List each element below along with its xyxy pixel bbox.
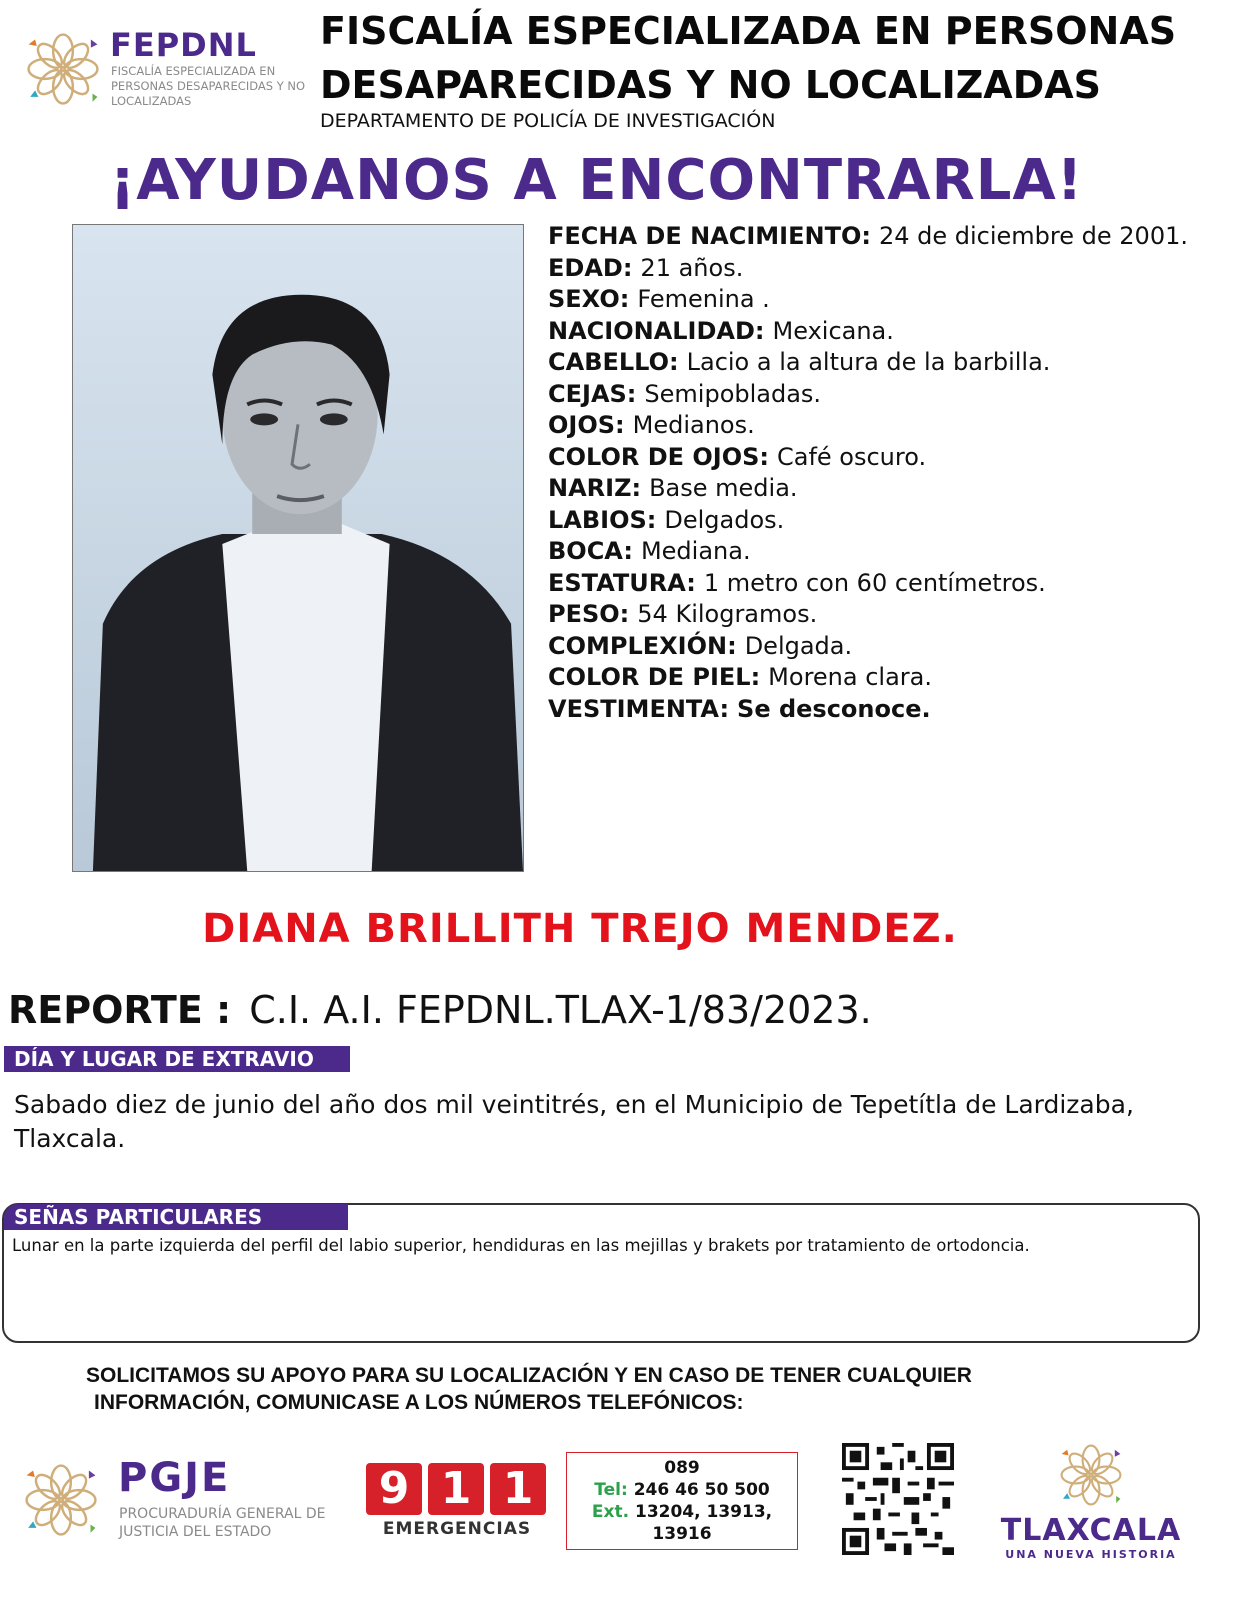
- detail-label: SEXO:: [548, 285, 630, 313]
- detail-value: Lacio a la altura de la barbilla.: [686, 348, 1051, 376]
- detail-value: Mediana.: [640, 537, 751, 565]
- fepdnl-acronym: FEPDNL: [110, 26, 257, 64]
- flower-emblem-icon: [22, 28, 104, 110]
- detail-label: EDAD:: [548, 253, 633, 282]
- ext-value: 13204, 13913, 13916: [634, 1502, 773, 1544]
- pgje-subtitle: PROCURADURÍA GENERAL DE JUSTICIA DEL ESTADO: [119, 1506, 326, 1540]
- detail-nose: [548, 472, 1218, 504]
- pgje-acronym: PGJE: [118, 1455, 231, 1501]
- pgje-logo: [20, 1455, 350, 1545]
- tlaxcala-slogan: UNA NUEVA HISTORIA: [1005, 1548, 1177, 1561]
- qr-code-icon: [842, 1443, 954, 1555]
- tel-value: 246 46 50 500: [633, 1480, 770, 1500]
- emergency-digit: 9: [366, 1463, 422, 1515]
- tel-label: Tel:: [594, 1480, 628, 1500]
- detail-hair: [548, 346, 1218, 378]
- fepdnl-logo: [22, 26, 312, 116]
- detail-value: Delgados.: [664, 505, 785, 534]
- emergency-label: EMERGENCIAS: [382, 1519, 532, 1539]
- detail-label: NARIZ:: [548, 474, 642, 502]
- fepdnl-subtitle: FISCALÍA ESPECIALIZADA EN PERSONAS DESAPARECIDAS Y NO LOCALIZADAS: [111, 64, 306, 108]
- detail-value: Morena clara.: [768, 663, 932, 691]
- request-message: [86, 1362, 1146, 1416]
- request-line-1: SOLICITAMOS SU APOYO PARA SU LOCALIZACIÓN Y EN CASO DE TENER CUALQUIER: [86, 1364, 972, 1387]
- detail-value: Medianos.: [632, 411, 755, 439]
- missing-person-photo: [72, 224, 524, 872]
- detail-label: COLOR DE OJOS:: [548, 442, 769, 471]
- detail-skin-color: [548, 661, 1218, 693]
- title-line-1: FISCALÍA ESPECIALIZADA EN PERSONAS: [320, 9, 1177, 53]
- headline: ¡AYUDANOS A ENCONTRARLA!: [109, 148, 1084, 213]
- detail-weight: [548, 598, 1218, 630]
- senas-text: Lunar en la parte izquierda del perfil del labio superior, hendiduras en las mejillas y brakets por tratamiento de ortodoncia.: [12, 1236, 1030, 1255]
- contact-box: [566, 1452, 798, 1550]
- detail-value: Femenina .: [637, 285, 770, 313]
- detail-eyebrows: [548, 378, 1218, 410]
- detail-label: OJOS:: [548, 411, 625, 439]
- extravio-text: Sabado diez de junio del año dos mil veintitrés, en el Municipio de Tepetítla de Lardizaba, Tlaxcala.: [14, 1090, 1134, 1153]
- tel-line: [567, 1479, 797, 1501]
- emergency-digit: 1: [490, 1463, 546, 1515]
- detail-build: [548, 630, 1218, 662]
- department-label: DEPARTAMENTO DE POLICÍA DE INVESTIGACIÓN: [320, 110, 776, 132]
- detail-label: FECHA DE NACIMIENTO:: [548, 222, 871, 250]
- detail-eyes: [548, 409, 1218, 441]
- portrait-image: [73, 225, 523, 871]
- detail-value: Se desconoce.: [737, 694, 931, 723]
- detail-label: NACIONALIDAD:: [548, 316, 765, 345]
- flower-emblem-icon: [20, 1459, 102, 1541]
- tlaxcala-logo: [996, 1440, 1186, 1560]
- detail-mouth: [548, 535, 1218, 567]
- detail-value: 21 años.: [640, 253, 744, 282]
- emergency-digits: [366, 1463, 548, 1515]
- person-name: DIANA BRILLITH TREJO MENDEZ.: [202, 906, 958, 952]
- detail-sex: [548, 283, 1218, 315]
- detail-value: Base media.: [649, 474, 798, 502]
- title-line-2: DESAPARECIDAS Y NO LOCALIZADAS: [320, 63, 1102, 107]
- detail-nationality: [548, 315, 1218, 347]
- detail-label: COMPLEXIÓN:: [548, 631, 737, 660]
- ext-line: [567, 1501, 797, 1545]
- tlaxcala-name: TLAXCALA: [1000, 1513, 1182, 1548]
- detail-value: 54 Kilogramos.: [637, 600, 818, 628]
- detail-label: CABELLO:: [548, 348, 679, 376]
- detail-clothing: [548, 693, 1218, 725]
- detail-label: CEJAS:: [548, 379, 637, 408]
- report-label: REPORTE :: [8, 988, 232, 1032]
- detail-label: VESTIMENTA:: [548, 694, 730, 723]
- ext-label: Ext.: [591, 1502, 630, 1522]
- detail-label: COLOR DE PIEL:: [548, 663, 761, 691]
- detail-value: 1 metro con 60 centímetros.: [703, 568, 1046, 597]
- detail-value: 24 de diciembre de 2001.: [878, 222, 1188, 250]
- page-title: [320, 4, 1220, 112]
- detail-value: Mexicana.: [772, 316, 894, 345]
- detail-value: Café oscuro.: [776, 442, 927, 471]
- detail-height: [548, 567, 1218, 599]
- detail-label: PESO:: [548, 600, 630, 628]
- emergency-911-logo: [366, 1463, 548, 1543]
- detail-eye-color: [548, 441, 1218, 473]
- report-line: [8, 988, 872, 1032]
- extravio-heading: DÍA Y LUGAR DE EXTRAVIO: [4, 1046, 350, 1072]
- flower-emblem-icon: [1056, 1440, 1126, 1510]
- detail-age: [548, 252, 1218, 284]
- detail-label: ESTATURA:: [548, 568, 696, 597]
- detail-value: Semipobladas.: [644, 379, 822, 408]
- detail-value: Delgada.: [744, 631, 853, 660]
- report-value: C.I. A.I. FEPDNL.TLAX-1/83/2023.: [249, 988, 872, 1032]
- detail-label: LABIOS:: [548, 505, 657, 534]
- person-details: [548, 220, 1218, 724]
- emergency-digit: 1: [428, 1463, 484, 1515]
- detail-label: BOCA:: [548, 537, 633, 565]
- detail-lips: [548, 504, 1218, 536]
- request-line-2: INFORMACIÓN, COMUNICASE A LOS NÚMEROS TELEFÓNICOS:: [94, 1391, 744, 1414]
- detail-birthdate: [548, 220, 1218, 252]
- contact-number: 089: [664, 1458, 700, 1478]
- senas-heading: SEÑAS PARTICULARES: [4, 1204, 348, 1230]
